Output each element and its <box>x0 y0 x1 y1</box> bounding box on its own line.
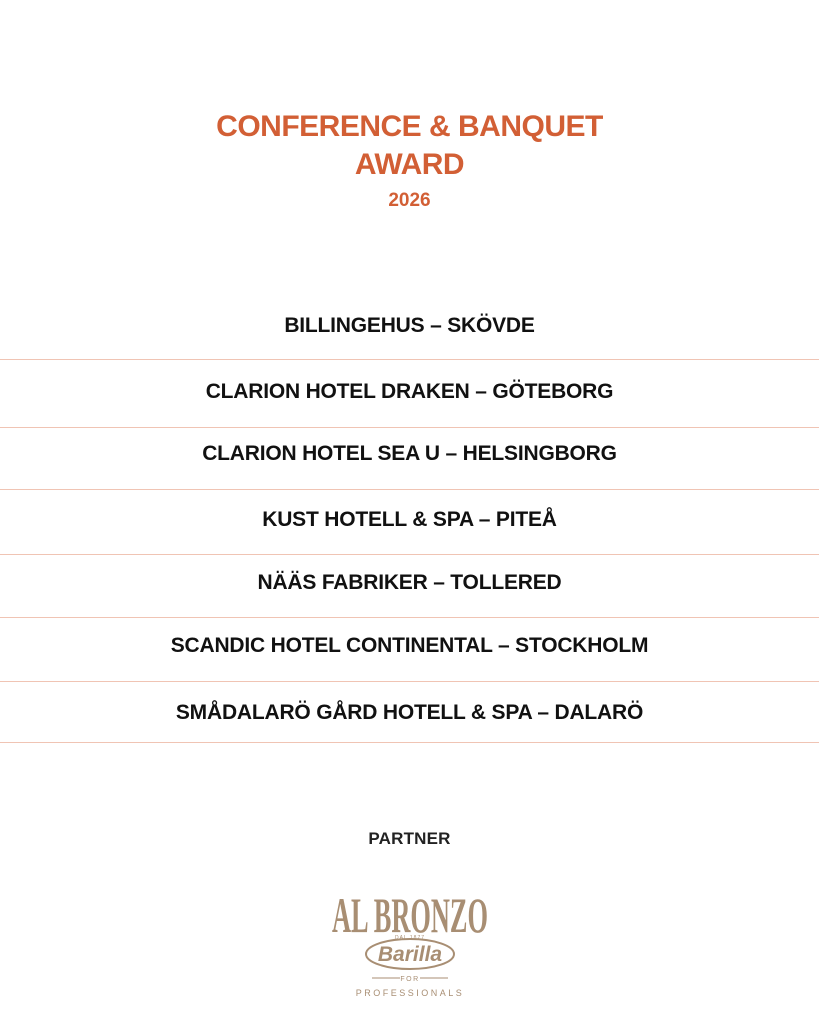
divider <box>0 742 819 743</box>
nominee-item: KUST HOTELL & SPA – PITEÅ <box>262 508 557 531</box>
nominee-item: NÄÄS FABRIKER – TOLLERED <box>257 571 562 594</box>
nominee-item: CLARION HOTEL DRAKEN – GÖTEBORG <box>205 380 614 403</box>
award-title-line-1: CONFERENCE & BANQUET <box>216 110 603 143</box>
logo-tagline: PROFESSIONALS <box>355 988 465 998</box>
divider <box>0 359 819 360</box>
logo-wordmark: AL BRONZO <box>332 887 488 943</box>
nominee-item: BILLINGEHUS – SKÖVDE <box>284 314 535 337</box>
nominee-item: CLARION HOTEL SEA U – HELSINGBORG <box>202 442 617 465</box>
award-year: 2026 <box>388 190 431 211</box>
award-title-line-2: AWARD <box>354 148 465 181</box>
divider <box>0 427 819 428</box>
partner-label: PARTNER <box>368 829 451 848</box>
logo-since: DAL 1877 <box>394 935 426 941</box>
divider <box>0 617 819 618</box>
al-bronzo-barilla-logo <box>320 872 500 1002</box>
divider <box>0 681 819 682</box>
divider <box>0 489 819 490</box>
logo-brand: Barilla <box>377 943 443 966</box>
logo-for: FOR <box>400 976 420 983</box>
nominee-item: SMÅDALARÖ GÅRD HOTELL & SPA – DALARÖ <box>175 701 644 724</box>
divider <box>0 554 819 555</box>
nominee-item: SCANDIC HOTEL CONTINENTAL – STOCKHOLM <box>170 634 649 657</box>
